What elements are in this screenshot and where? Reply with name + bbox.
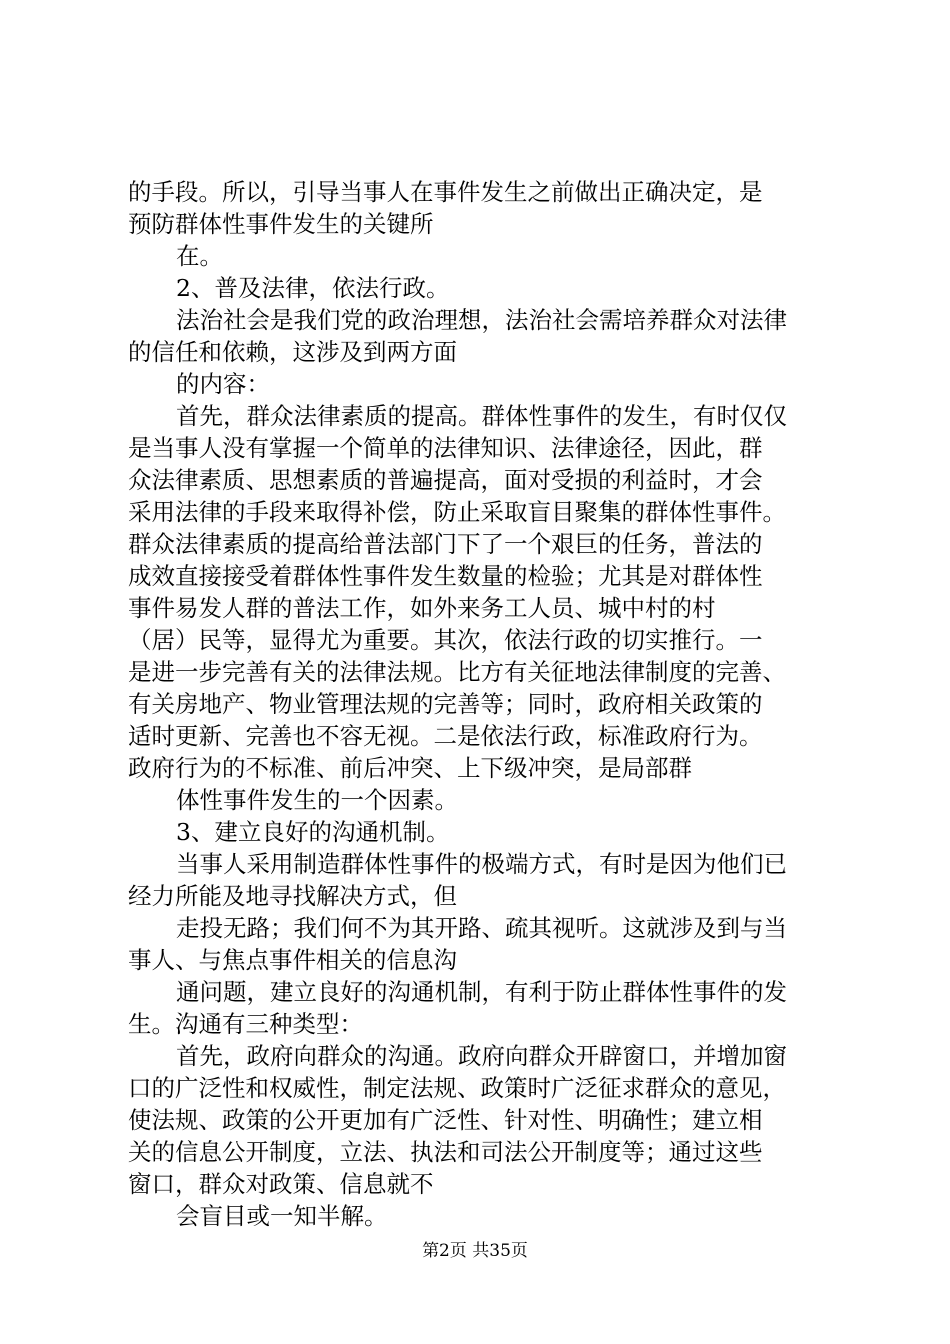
text-line: 通问题，建立良好的沟通机制，有利于防止群体性事件的发 xyxy=(176,978,787,1006)
page-number-footer: 第2页 共35页 xyxy=(422,1241,528,1261)
text-line: 事件易发人群的普法工作，如外来务工人员、城中村的村 xyxy=(128,594,716,622)
text-line: （居）民等，显得尤为重要。其次，依法行政的切实推行。一 xyxy=(128,626,763,654)
text-line: 众法律素质、思想素质的普遍提高，面对受损的利益时，才会 xyxy=(128,466,763,494)
text-line: 体性事件发生的一个因素。 xyxy=(176,786,458,814)
text-line: 是进一步完善有关的法律法规。比方有关征地法律制度的完善、 xyxy=(128,658,786,686)
text-line: 首先，群众法律素质的提高。群体性事件的发生，有时仅仅 xyxy=(176,402,787,430)
text-line: 事人、与焦点事件相关的信息沟 xyxy=(128,946,457,974)
text-line: 会盲目或一知半解。 xyxy=(176,1202,388,1230)
text-line: 预防群体性事件发生的关键所 xyxy=(128,210,434,238)
text-line: 在。 xyxy=(176,242,223,270)
text-line: 是当事人没有掌握一个简单的法律知识、法律途径，因此，群 xyxy=(128,434,763,462)
text-line: 口的广泛性和权威性，制定法规、政策时广泛征求群众的意见， xyxy=(128,1074,786,1102)
text-line: 窗口，群众对政策、信息就不 xyxy=(128,1170,434,1198)
text-line: 关的信息公开制度，立法、执法和司法公开制度等；通过这些 xyxy=(128,1138,763,1166)
text-line: 法治社会是我们党的政治理想，法治社会需培养群众对法律 xyxy=(176,306,787,334)
text-line: 的手段。所以，引导当事人在事件发生之前做出正确决定，是 xyxy=(128,178,763,206)
text-line: 有关房地产、物业管理法规的完善等；同时，政府相关政策的 xyxy=(128,690,763,718)
text-line: 生。沟通有三种类型： xyxy=(128,1010,363,1038)
text-line: 适时更新、完善也不容无视。二是依法行政，标准政府行为。 xyxy=(128,722,763,750)
text-line: 的内容： xyxy=(176,370,270,398)
text-line: 首先，政府向群众的沟通。政府向群众开辟窗口，并增加窗 xyxy=(176,1042,787,1070)
text-line: 当事人采用制造群体性事件的极端方式，有时是因为他们已 xyxy=(176,850,787,878)
text-line: 经力所能及地寻找解决方式，但 xyxy=(128,882,457,910)
text-line: 的信任和依赖，这涉及到两方面 xyxy=(128,338,457,366)
section-heading: 3、建立良好的沟通机制。 xyxy=(176,818,450,846)
section-heading: 2、普及法律，依法行政。 xyxy=(176,274,450,302)
text-line: 使法规、政策的公开更加有广泛性、针对性、明确性；建立相 xyxy=(128,1106,763,1134)
text-line: 成效直接接受着群体性事件发生数量的检验；尤其是对群体性 xyxy=(128,562,763,590)
text-line: 政府行为的不标准、前后冲突、上下级冲突，是局部群 xyxy=(128,754,692,782)
text-line: 走投无路；我们何不为其开路、疏其视听。这就涉及到与当 xyxy=(176,914,787,942)
text-line: 采用法律的手段来取得补偿，防止采取盲目聚集的群体性事件。 xyxy=(128,498,786,526)
text-line: 群众法律素质的提高给普法部门下了一个艰巨的任务，普法的 xyxy=(128,530,763,558)
